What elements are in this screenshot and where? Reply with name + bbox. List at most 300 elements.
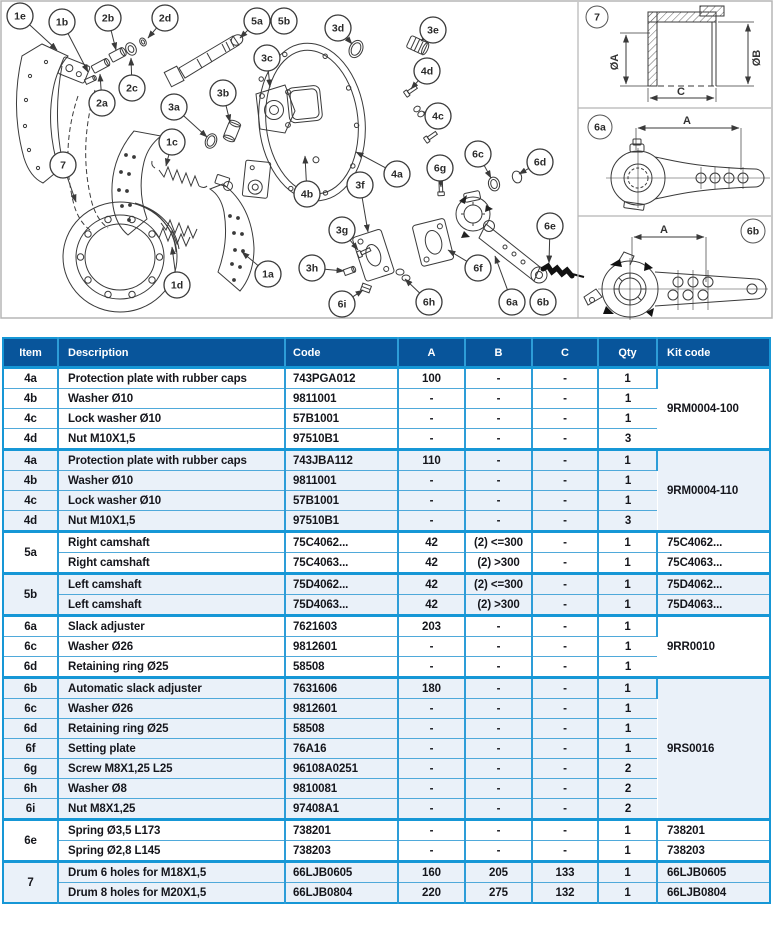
cell-b: - <box>465 511 532 532</box>
table-row-group2-3 <box>3 491 770 511</box>
table-row-group7-2 <box>3 841 770 862</box>
cell-kit-code: 75D4063... <box>657 595 770 616</box>
column-header-code: Code <box>285 338 398 368</box>
cell-a: - <box>398 409 465 429</box>
callout-label-2b: 2b <box>101 12 115 25</box>
cell-description: Washer Ø26 <box>58 637 285 657</box>
callout-label-6g: 6g <box>433 162 447 175</box>
callout-label-3b: 3b <box>216 87 230 100</box>
cell-c: - <box>532 699 598 719</box>
cell-c: - <box>532 409 598 429</box>
cell-b: (2) <=300 <box>465 574 532 595</box>
callout-leader-4b <box>305 156 306 181</box>
cell-c: - <box>532 657 598 678</box>
cell-code: 97408A1 <box>285 799 398 820</box>
cell-item: 5b <box>3 574 58 616</box>
cell-code: 58508 <box>285 719 398 739</box>
part-support-plate <box>242 160 271 198</box>
table-row-group6-2 <box>3 699 770 719</box>
cell-qty: 1 <box>598 657 657 678</box>
cell-kit-code: 738201 <box>657 820 770 841</box>
callout-label-4b: 4b <box>300 188 314 201</box>
cell-c: 133 <box>532 862 598 883</box>
cell-c: - <box>532 511 598 532</box>
cell-a: 110 <box>398 450 465 471</box>
table-row-group2-2 <box>3 471 770 491</box>
cell-qty: 3 <box>598 511 657 532</box>
cell-b: 275 <box>465 883 532 904</box>
callout-label-5b: 5b <box>277 15 291 28</box>
cell-a: - <box>398 637 465 657</box>
cell-b: - <box>465 759 532 779</box>
cell-b: - <box>465 841 532 862</box>
cell-code: 9811001 <box>285 389 398 409</box>
cell-kit-code: 66LJB0804 <box>657 883 770 904</box>
cell-code: 75C4062... <box>285 532 398 553</box>
table-row-group5-3 <box>3 657 770 678</box>
cell-description: Washer Ø10 <box>58 389 285 409</box>
table-row-group1-1 <box>3 368 770 389</box>
cell-qty: 2 <box>598 759 657 779</box>
cell-a: - <box>398 759 465 779</box>
cell-a: 180 <box>398 678 465 699</box>
cell-code: 9811001 <box>285 471 398 491</box>
cell-c: - <box>532 779 598 799</box>
cell-description: Retaining ring Ø25 <box>58 719 285 739</box>
cell-code: 9810081 <box>285 779 398 799</box>
column-header-b: B <box>465 338 532 368</box>
cell-qty: 1 <box>598 883 657 904</box>
cell-qty: 1 <box>598 368 657 389</box>
part-ring-6d <box>511 170 523 184</box>
cell-c: - <box>532 389 598 409</box>
cell-c: - <box>532 368 598 389</box>
cell-a: - <box>398 429 465 450</box>
cell-qty: 1 <box>598 450 657 471</box>
cell-b: - <box>465 409 532 429</box>
cell-item: 4b <box>3 471 58 491</box>
callout-label-3a: 3a <box>168 101 180 114</box>
cell-description: Washer Ø26 <box>58 699 285 719</box>
cell-code: 66LJB0804 <box>285 883 398 904</box>
cell-description: Spring Ø2,8 L145 <box>58 841 285 862</box>
cell-kit-code: 75C4063... <box>657 553 770 574</box>
callout-leader-2a <box>100 74 101 90</box>
callout-label-6i: 6i <box>337 298 347 311</box>
table-row-group6-3 <box>3 719 770 739</box>
cell-code: 738203 <box>285 841 398 862</box>
part-oring-3a <box>203 132 219 150</box>
exploded-diagram <box>0 0 773 337</box>
callout-label-5a: 5a <box>251 15 263 28</box>
part-anchor-pins <box>91 37 148 73</box>
part-spring-1c <box>152 161 207 188</box>
dim-label-dia-b: ØB <box>751 49 763 67</box>
cell-item: 6d <box>3 719 58 739</box>
cell-code: 97510B1 <box>285 429 398 450</box>
cell-qty: 1 <box>598 491 657 511</box>
cell-item: 4d <box>3 511 58 532</box>
cell-b: - <box>465 389 532 409</box>
cell-item: 4c <box>3 409 58 429</box>
callout-leader-3b <box>226 106 230 122</box>
cell-b: - <box>465 368 532 389</box>
cell-c: - <box>532 759 598 779</box>
cell-code: 57B1001 <box>285 491 398 511</box>
callout-label-1e: 1e <box>14 10 26 23</box>
column-header-a: A <box>398 338 465 368</box>
callout-label-1b: 1b <box>55 16 69 29</box>
callout-label-6e: 6e <box>544 220 556 233</box>
callout-leader-6a <box>495 256 507 290</box>
part-bushing-3b <box>222 119 241 143</box>
callout-leader-7 <box>67 177 76 202</box>
cell-a: 160 <box>398 862 465 883</box>
cell-a: - <box>398 511 465 532</box>
callout-label-1d: 1d <box>170 279 184 292</box>
cell-description: Left camshaft <box>58 574 285 595</box>
callout-label-6b: 6b <box>536 296 550 309</box>
dim-label-c: C <box>677 86 685 98</box>
cell-b: - <box>465 471 532 491</box>
cell-qty: 1 <box>598 595 657 616</box>
table-row-group5-2 <box>3 637 770 657</box>
callout-label-3d: 3d <box>331 22 345 35</box>
part-brake-shoe-1a <box>210 174 254 291</box>
cell-description: Lock washer Ø10 <box>58 491 285 511</box>
cell-b: - <box>465 739 532 759</box>
cell-item: 6a <box>3 616 58 637</box>
callout-leader-6i <box>353 290 363 297</box>
cell-a: - <box>398 657 465 678</box>
cell-item: 5a <box>3 532 58 574</box>
cell-a: - <box>398 841 465 862</box>
cell-code: 7621603 <box>285 616 398 637</box>
detail-balloon-7-label: 7 <box>594 11 600 24</box>
cell-code: 58508 <box>285 657 398 678</box>
cell-c: - <box>532 820 598 841</box>
cell-code: 743PGA012 <box>285 368 398 389</box>
cell-qty: 1 <box>598 841 657 862</box>
cell-code: 9812601 <box>285 637 398 657</box>
dim-label-dia-a: ØA <box>609 53 621 71</box>
cell-a: 42 <box>398 574 465 595</box>
callout-label-3h: 3h <box>305 262 319 275</box>
table-row-group6-4 <box>3 739 770 759</box>
cell-b: (2) >300 <box>465 553 532 574</box>
callout-label-3f: 3f <box>355 179 365 192</box>
callout-label-2d: 2d <box>158 12 172 25</box>
cell-code: 738201 <box>285 820 398 841</box>
callout-leader-3f <box>362 198 368 232</box>
callout-leader-3a <box>184 116 207 137</box>
callout-label-4d: 4d <box>420 65 434 78</box>
callout-leader-2b <box>111 31 116 50</box>
cell-a: 220 <box>398 883 465 904</box>
cell-item: 6c <box>3 637 58 657</box>
cell-item: 4b <box>3 389 58 409</box>
cell-qty: 1 <box>598 820 657 841</box>
callout-leader-1b <box>68 34 88 72</box>
cell-item: 4a <box>3 368 58 389</box>
cell-code: 75D4062... <box>285 574 398 595</box>
dim-label-a-6b: A <box>660 224 668 236</box>
cell-c: - <box>532 678 598 699</box>
part-setting-plate <box>396 182 454 281</box>
table-header-row <box>3 338 770 368</box>
table-row-group3-2 <box>3 553 770 574</box>
cell-c: - <box>532 471 598 491</box>
cell-item: 6f <box>3 739 58 759</box>
callout-label-6d: 6d <box>533 156 547 169</box>
table-row-group5-1 <box>3 616 770 637</box>
callout-label-4a: 4a <box>391 168 403 181</box>
cell-qty: 1 <box>598 532 657 553</box>
callout-label-3c: 3c <box>261 52 273 65</box>
table-row-group3-1 <box>3 532 770 553</box>
callout-label-6c: 6c <box>472 148 484 161</box>
cell-item: 4d <box>3 429 58 450</box>
cell-kit-code: 9RS0016 <box>657 678 770 820</box>
table-row-group2-1 <box>3 450 770 471</box>
cell-kit-code: 9RM0004-100 <box>657 368 770 450</box>
callout-label-3g: 3g <box>335 224 349 237</box>
cell-code: 7631606 <box>285 678 398 699</box>
table-row-group8-1 <box>3 862 770 883</box>
part-brake-drum <box>63 202 179 312</box>
cell-item: 6g <box>3 759 58 779</box>
cell-c: - <box>532 429 598 450</box>
detail-view-6a <box>588 115 770 210</box>
cell-description: Nut M8X1,25 <box>58 799 285 820</box>
cell-a: 42 <box>398 595 465 616</box>
detail-separators <box>578 2 771 318</box>
table-row-group2-4 <box>3 511 770 532</box>
cell-qty: 1 <box>598 616 657 637</box>
cell-description: Lock washer Ø10 <box>58 409 285 429</box>
detail-view-7 <box>586 6 763 102</box>
cell-b: - <box>465 616 532 637</box>
cell-qty: 1 <box>598 739 657 759</box>
cell-code: 97510B1 <box>285 511 398 532</box>
cell-kit-code: 75D4062... <box>657 574 770 595</box>
detail-balloon-6a-label: 6a <box>594 121 606 134</box>
callout-label-4c: 4c <box>432 110 444 123</box>
cell-description: Nut M10X1,5 <box>58 429 285 450</box>
cell-kit-code: 66LJB0605 <box>657 862 770 883</box>
cell-b: - <box>465 450 532 471</box>
cell-b: - <box>465 719 532 739</box>
callout-label-6h: 6h <box>422 296 436 309</box>
cell-kit-code: 9RR0010 <box>657 616 770 678</box>
part-brake-shoe-left <box>112 131 161 235</box>
cell-code: 66LJB0605 <box>285 862 398 883</box>
cell-code: 57B1001 <box>285 409 398 429</box>
cell-code: 75C4063... <box>285 553 398 574</box>
cell-c: - <box>532 841 598 862</box>
dim-label-a-6a: A <box>683 115 691 127</box>
cell-a: 42 <box>398 532 465 553</box>
cell-item: 7 <box>3 862 58 904</box>
table-row-group6-6 <box>3 779 770 799</box>
cell-item: 6h <box>3 779 58 799</box>
cell-c: - <box>532 616 598 637</box>
cell-a: - <box>398 719 465 739</box>
cell-b: - <box>465 491 532 511</box>
table-row-group1-3 <box>3 409 770 429</box>
column-header-item: Item <box>3 338 58 368</box>
cell-qty: 1 <box>598 719 657 739</box>
cell-item: 6e <box>3 820 58 862</box>
cell-c: - <box>532 799 598 820</box>
callout-label-3e: 3e <box>427 24 439 37</box>
cell-a: - <box>398 389 465 409</box>
cell-description: Drum 6 holes for M18X1,5 <box>58 862 285 883</box>
callout-leader-6d <box>519 168 529 174</box>
cell-b: (2) >300 <box>465 595 532 616</box>
detail-balloon-6b-label: 6b <box>746 225 760 238</box>
callout-leader-6e <box>549 239 550 263</box>
cell-kit-code: 738203 <box>657 841 770 862</box>
cell-c: - <box>532 553 598 574</box>
cell-a: 42 <box>398 553 465 574</box>
callout-leader-1d <box>172 247 175 272</box>
cell-b: - <box>465 799 532 820</box>
cell-description: Automatic slack adjuster <box>58 678 285 699</box>
cell-description: Protection plate with rubber caps <box>58 450 285 471</box>
callout-leader-3d <box>347 38 352 44</box>
cell-description: Setting plate <box>58 739 285 759</box>
table-row-group6-5 <box>3 759 770 779</box>
cell-qty: 2 <box>598 779 657 799</box>
cell-code: 76A16 <box>285 739 398 759</box>
cell-b: - <box>465 657 532 678</box>
column-header-description: Description <box>58 338 285 368</box>
cell-b: 205 <box>465 862 532 883</box>
cell-description: Screw M8X1,25 L25 <box>58 759 285 779</box>
cell-a: - <box>398 820 465 841</box>
cell-code: 96108A0251 <box>285 759 398 779</box>
callout-leader-1a <box>242 252 258 266</box>
part-bracket-3c <box>256 85 295 133</box>
cell-b: - <box>465 779 532 799</box>
cell-kit-code: 75C4062... <box>657 532 770 553</box>
callout-label-2c: 2c <box>126 82 138 95</box>
table-row-group1-4 <box>3 429 770 450</box>
cell-item: 6c <box>3 699 58 719</box>
cell-qty: 1 <box>598 409 657 429</box>
cell-item: 6b <box>3 678 58 699</box>
cell-code: 743JBA112 <box>285 450 398 471</box>
callout-leader-5a <box>240 30 248 38</box>
cell-a: 203 <box>398 616 465 637</box>
cell-a: - <box>398 799 465 820</box>
cell-kit-code: 9RM0004-110 <box>657 450 770 532</box>
cell-b: - <box>465 637 532 657</box>
cell-c: - <box>532 532 598 553</box>
cell-code: 9812601 <box>285 699 398 719</box>
cell-item: 4a <box>3 450 58 471</box>
cell-qty: 2 <box>598 799 657 820</box>
cell-a: - <box>398 699 465 719</box>
cell-description: Washer Ø8 <box>58 779 285 799</box>
table-row-group6-1 <box>3 678 770 699</box>
cell-b: - <box>465 699 532 719</box>
cell-qty: 1 <box>598 678 657 699</box>
table-row-group4-2 <box>3 595 770 616</box>
table-row-group8-2 <box>3 883 770 904</box>
column-header-c: C <box>532 338 598 368</box>
callout-leader-2d <box>148 28 157 38</box>
cell-b: - <box>465 429 532 450</box>
part-washer-6c <box>487 176 501 192</box>
callout-leader-3g <box>350 240 358 250</box>
cell-c: - <box>532 491 598 511</box>
cell-item: 4c <box>3 491 58 511</box>
cell-a: - <box>398 471 465 491</box>
cell-a: 100 <box>398 368 465 389</box>
column-header-kit-code: Kit code <box>657 338 770 368</box>
callout-leader-3h <box>325 269 344 271</box>
cell-b: - <box>465 678 532 699</box>
callout-leader-3c <box>268 71 270 87</box>
cell-description: Right camshaft <box>58 553 285 574</box>
cell-qty: 3 <box>598 429 657 450</box>
cell-description: Spring Ø3,5 L173 <box>58 820 285 841</box>
cell-description: Right camshaft <box>58 532 285 553</box>
cell-c: - <box>532 739 598 759</box>
table-row-group4-1 <box>3 574 770 595</box>
cell-c: - <box>532 595 598 616</box>
callout-leader-6h <box>405 279 420 293</box>
table-row-group6-7 <box>3 799 770 820</box>
cell-description: Washer Ø10 <box>58 471 285 491</box>
cell-c: - <box>532 637 598 657</box>
cell-c: - <box>532 450 598 471</box>
callout-label-1c: 1c <box>166 136 178 149</box>
cell-qty: 1 <box>598 389 657 409</box>
callout-label-7: 7 <box>60 159 66 172</box>
cell-c: - <box>532 574 598 595</box>
callout-label-2a: 2a <box>96 97 108 110</box>
callout-leader-1c <box>166 155 169 166</box>
cell-qty: 1 <box>598 862 657 883</box>
cell-a: - <box>398 779 465 799</box>
callout-leader-6c <box>484 165 491 178</box>
cell-qty: 1 <box>598 553 657 574</box>
part-camshaft <box>164 33 244 87</box>
cell-c: - <box>532 719 598 739</box>
cell-description: Retaining ring Ø25 <box>58 657 285 678</box>
cell-qty: 1 <box>598 574 657 595</box>
cell-qty: 1 <box>598 699 657 719</box>
cell-description: Nut M10X1,5 <box>58 511 285 532</box>
cell-a: - <box>398 491 465 511</box>
column-header-qty: Qty <box>598 338 657 368</box>
cell-b: (2) <=300 <box>465 532 532 553</box>
cell-qty: 1 <box>598 471 657 491</box>
cell-description: Slack adjuster <box>58 616 285 637</box>
table-row-group1-2 <box>3 389 770 409</box>
table-row-group7-1 <box>3 820 770 841</box>
cell-item: 6i <box>3 799 58 820</box>
cell-c: 132 <box>532 883 598 904</box>
parts-table-section <box>2 337 771 904</box>
callout-label-1a: 1a <box>262 268 274 281</box>
callout-label-6a: 6a <box>506 296 518 309</box>
parts-table <box>2 337 771 904</box>
cell-description: Protection plate with rubber caps <box>58 368 285 389</box>
